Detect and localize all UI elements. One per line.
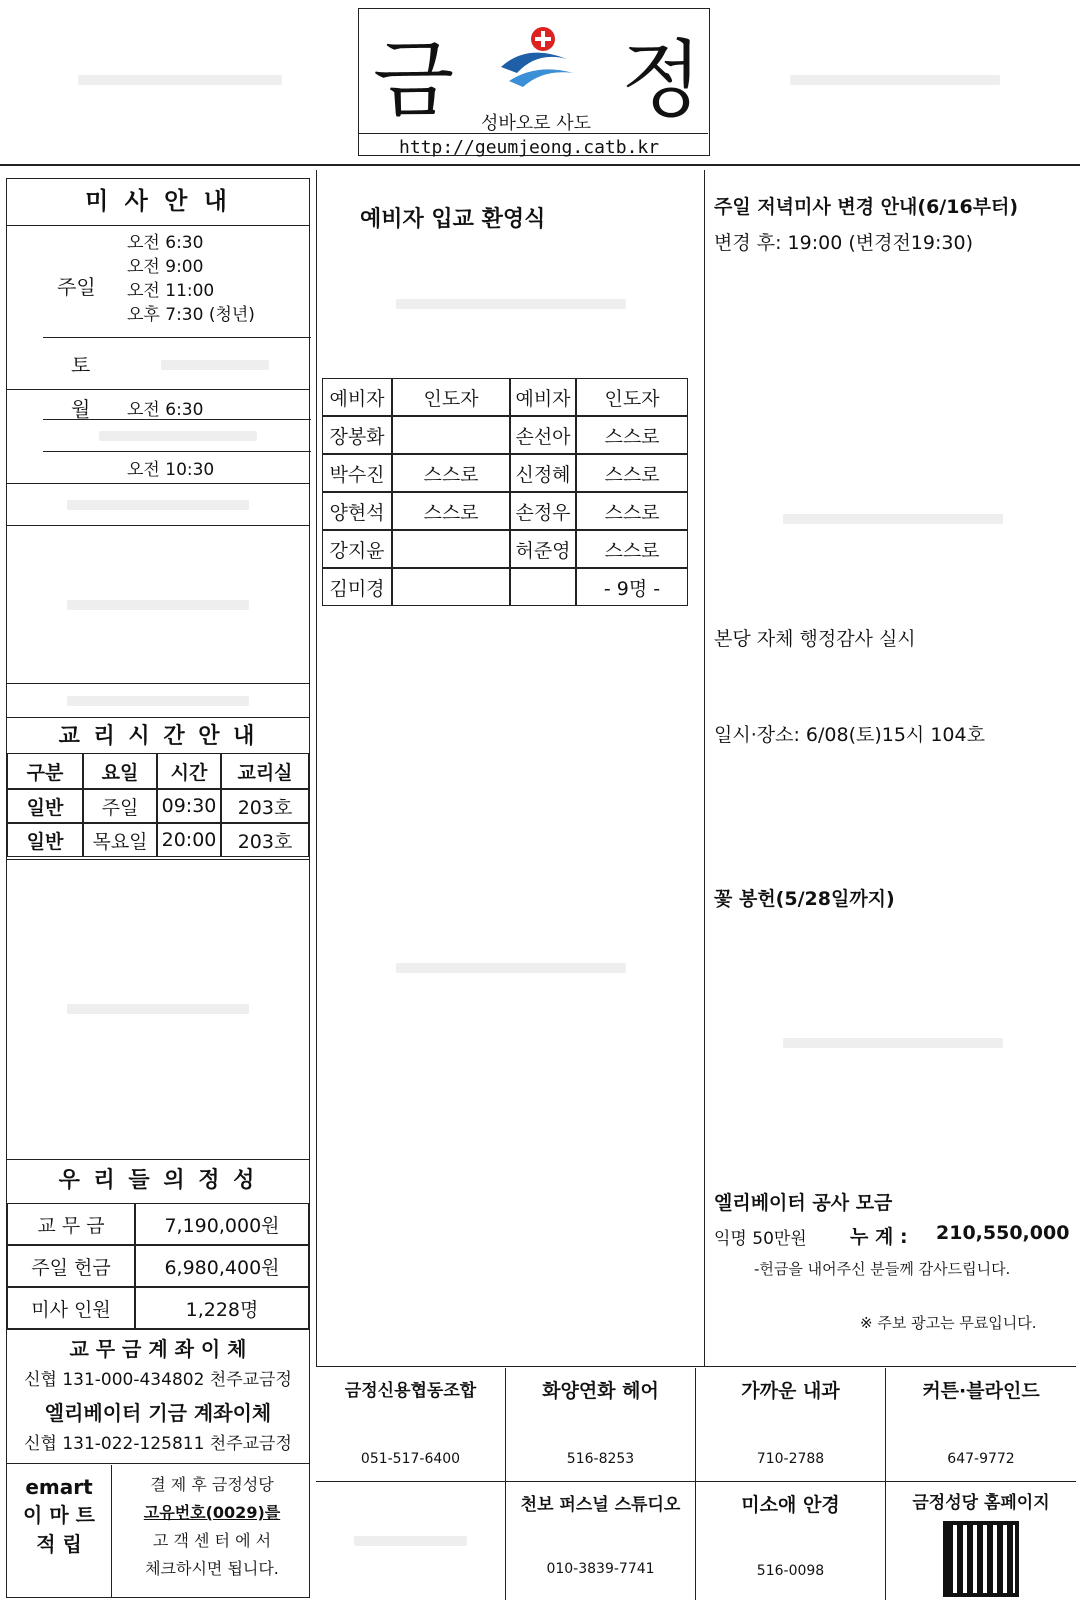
catechumen-cell: 스스로 (576, 454, 688, 492)
catechumen-cell: 양현석 (322, 492, 392, 530)
offering-value: 1,228명 (135, 1287, 309, 1329)
divider (111, 1465, 112, 1597)
masthead-title-box (358, 8, 710, 156)
divider (7, 225, 309, 226)
catechumen-cell: 김미경 (322, 568, 392, 606)
catechumen-cell (392, 530, 510, 568)
catechumen-body (320, 234, 702, 374)
ads-grid (316, 1368, 1076, 1600)
catechumen-cell: 손정우 (510, 492, 576, 530)
masthead-divider (359, 133, 708, 134)
mass-guide-title: 미 사 안 내 (85, 187, 231, 215)
catechumen-cell: 박수진 (322, 454, 392, 492)
column-divider (316, 170, 317, 1366)
masthead-patron: 성바오로 사도 (481, 113, 592, 134)
catechumen-cell: 스스로 (392, 492, 510, 530)
logo-icon (497, 23, 577, 93)
catechumen-cell: 허준영 (510, 530, 576, 568)
offering-value: 7,190,000원 (135, 1203, 309, 1245)
catechumen-cell: 신정혜 (510, 454, 576, 492)
column-divider (704, 170, 705, 1366)
middle-column (320, 178, 702, 1358)
divider (7, 683, 309, 684)
catechumen-row (322, 454, 698, 492)
ad-phone: 516-0098 (756, 1563, 825, 1579)
ad[interactable] (506, 1482, 696, 1600)
catechism-cell: 일반 (7, 789, 83, 823)
offering-row (7, 1287, 309, 1329)
catechumen-cell: 강지윤 (322, 530, 392, 568)
altar-server-roster (7, 861, 309, 1157)
ad[interactable] (886, 1482, 1076, 1600)
offering-row (7, 1203, 309, 1245)
catechism-cell: 20:00 (157, 823, 221, 857)
elevator-anonymous: 익명 50만원 (714, 1229, 807, 1249)
catechism-row (7, 789, 309, 823)
bank-account-1: 신협 131-000-434802 천주교금정 (24, 1370, 292, 1390)
masthead-clergy (10, 10, 350, 150)
ad[interactable] (506, 1368, 696, 1482)
catechism-cell: 목요일 (83, 823, 157, 857)
catechumen-header: 인도자 (392, 378, 510, 416)
divider (7, 525, 309, 526)
sunday-time: 오전 11:00 (127, 281, 215, 301)
emart-instructions (119, 1471, 305, 1583)
audit-date: 일시·장소: 6/08(토)15시 104호 (714, 724, 985, 746)
catechism-header: 구분 (7, 753, 83, 789)
offering-label: 주일 헌금 (7, 1245, 135, 1287)
right-column (710, 178, 1076, 1358)
offering-label: 교 무 금 (7, 1203, 135, 1245)
catechumen-row (322, 568, 698, 606)
evening-mass-title: 주일 저녁미사 변경 안내(6/16부터) (714, 196, 1019, 218)
catechumen-title: 예비자 입교 환영식 (360, 207, 546, 232)
masthead-rule (0, 164, 1080, 166)
catechism-header: 교리실 (221, 753, 309, 789)
masthead-title-right: 정 (621, 31, 703, 129)
sunday-time: 오전 6:30 (127, 233, 204, 253)
elevator-total: 210,550,000 (936, 1222, 1070, 1244)
divider (7, 1463, 309, 1464)
catechumen-row (322, 492, 698, 530)
catechism-header: 요일 (83, 753, 157, 789)
emart-line: 결 제 후 금정성당 (150, 1475, 274, 1494)
catechism-row (7, 823, 309, 857)
ad[interactable] (696, 1368, 886, 1482)
weekday-times (47, 421, 309, 451)
ad-name: 미소애 안경 (741, 1494, 840, 1516)
catechumen-cell: - 9명 - (576, 568, 688, 606)
emart-line: 체크하시면 됩니다. (145, 1559, 279, 1578)
catechism-cell: 일반 (7, 823, 83, 857)
ad-phone: 710-2788 (756, 1451, 825, 1467)
divider (7, 1329, 309, 1330)
bank-account-2: 신협 131-022-125811 천주교금정 (24, 1434, 292, 1454)
catechism-header: 시간 (157, 753, 221, 789)
ad-phone: 051-517-6400 (360, 1451, 461, 1467)
ad-name: 커튼·블라인드 (922, 1380, 1040, 1402)
catechumen-cell: 스스로 (392, 454, 510, 492)
interview-hours (7, 685, 309, 717)
ad-phone: 647-9772 (947, 1451, 1015, 1467)
elevator-title: 엘리베이터 공사 모금 (714, 1192, 893, 1214)
catechism-cell: 주일 (83, 789, 157, 823)
ad-phone: 010-3839-7741 (546, 1561, 655, 1577)
ad[interactable] (316, 1482, 506, 1600)
left-column (6, 178, 310, 1598)
divider (7, 1159, 309, 1160)
sacraments-guide (7, 527, 309, 683)
weekday-saturday-time: 오전 10:30 (127, 460, 215, 480)
catechumen-cell: 스스로 (576, 492, 688, 530)
divider (43, 451, 311, 452)
catechumen-cell: 스스로 (576, 530, 688, 568)
catechumen-cell (392, 568, 510, 606)
ads-top-rule (316, 1366, 1076, 1367)
masthead-title-left: 금 (373, 31, 455, 129)
monday-label: 월 (71, 397, 91, 421)
ads-free-note: ※ 주보 광고는 무료입니다. (860, 1314, 1037, 1332)
emart-line: 고유번호(0029)를 (143, 1503, 281, 1522)
audit-title: 본당 자체 행정감사 실시 (714, 628, 916, 650)
divider (7, 389, 309, 390)
qr-code-icon[interactable] (943, 1521, 1019, 1597)
emart-brand-ko: 이 마 트 (23, 1503, 95, 1527)
catechumen-cell (510, 568, 576, 606)
bank-title-2: 엘리베이터 기금 계좌이체 (44, 1401, 272, 1425)
masthead-council (720, 10, 1070, 150)
catechumen-cell (392, 416, 510, 454)
ad[interactable] (886, 1368, 1076, 1482)
emart-action: 적 립 (36, 1532, 82, 1556)
middle-notices-body (320, 618, 702, 1318)
emart-brand-en: emart (25, 1475, 93, 1499)
bank-title-1: 교 무 금 계 좌 이 체 (69, 1337, 247, 1361)
catechumen-row (322, 416, 698, 454)
ad-name: 금정신용협동조합 (344, 1381, 477, 1401)
catechumen-cell: 스스로 (576, 416, 688, 454)
flower-title: 꽃 봉헌(5/28일까지) (714, 888, 895, 910)
saturday-times (125, 341, 305, 389)
monday-time: 오전 6:30 (127, 400, 204, 420)
emart-brand (13, 1475, 105, 1557)
catechumen-row (322, 530, 698, 568)
divider (43, 337, 311, 338)
offerings-title: 우 리 들 의 정 성 (58, 1168, 258, 1193)
divider (7, 859, 309, 860)
emart-line: 고 객 센 터 에 서 (152, 1531, 272, 1550)
ad-name: 천보 퍼스널 스튜디오 (520, 1495, 681, 1515)
catechumen-header: 예비자 (322, 378, 392, 416)
offering-row (7, 1245, 309, 1287)
catechumen-header-row (322, 378, 698, 416)
catechism-cell: 203호 (221, 789, 309, 823)
sunday-label: 주일 (57, 275, 96, 299)
evening-mass-change: 변경 후: 19:00 (변경전19:30) (714, 232, 973, 254)
catechumen-header: 예비자 (510, 378, 576, 416)
catechism-title: 교 리 시 간 안 내 (58, 724, 258, 749)
catechumen-cell: 장봉화 (322, 416, 392, 454)
ad[interactable] (316, 1368, 506, 1482)
catechism-table (7, 753, 309, 857)
sunday-times (127, 231, 255, 327)
flower-donors (710, 918, 1076, 1168)
divider (43, 419, 311, 420)
catechism-header-row (7, 753, 309, 789)
catechumen-table (322, 378, 698, 606)
ad[interactable] (696, 1482, 886, 1600)
ad-name: 가까운 내과 (741, 1380, 840, 1402)
offering-label: 미사 인원 (7, 1287, 135, 1329)
sunday-time: 오전 9:00 (127, 257, 204, 277)
saturday-label: 토 (71, 353, 91, 377)
catechumen-cell: 손선아 (510, 416, 576, 454)
right-notices-body (710, 264, 1076, 774)
elevator-thanks: -헌금을 내어주신 분들께 감사드립니다. (754, 1260, 1011, 1278)
special-mass (7, 485, 309, 525)
ad-name: 금정성당 홈페이지 (912, 1493, 1050, 1513)
divider (7, 717, 309, 718)
masthead-url[interactable]: http://geumjeong.catb.kr (399, 137, 660, 158)
divider (7, 483, 309, 484)
catechism-cell: 203호 (221, 823, 309, 857)
elevator-total-label: 누 계 : (850, 1226, 908, 1248)
catechism-cell: 09:30 (157, 789, 221, 823)
offerings-table (7, 1203, 309, 1329)
ad-phone: 516-8253 (566, 1451, 635, 1467)
masthead (0, 0, 1080, 165)
ad-name: 화양연화 헤어 (542, 1380, 659, 1402)
sunday-time: 오후 7:30 (청년) (127, 305, 255, 325)
offering-value: 6,980,400원 (135, 1245, 309, 1287)
catechumen-header: 인도자 (576, 378, 688, 416)
